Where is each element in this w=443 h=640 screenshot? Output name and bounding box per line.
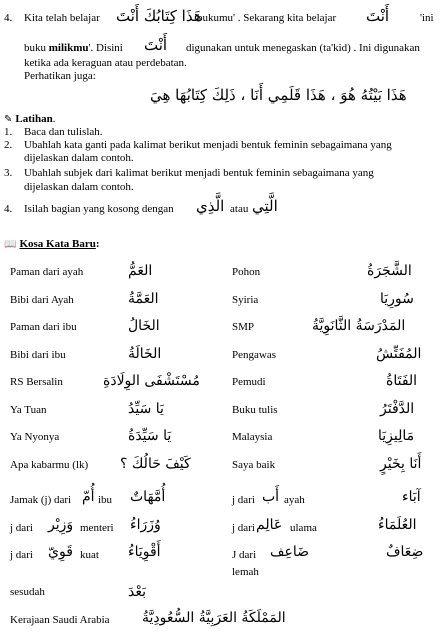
plural-text: Jamak (j) dari	[10, 494, 72, 506]
vocab-arabic: يَا سَيِّدَةُ	[128, 428, 172, 444]
paragraph-text: buku milikmu'. Disini	[24, 42, 123, 54]
exercise-text: Ubahlah subjek dari kalimat berikut menjadi bentuk feminin sebagaimana yang	[24, 167, 374, 179]
plural-text: ibu	[98, 494, 113, 506]
vocab-meaning: Paman dari ayah	[10, 266, 84, 278]
arabic-phrase: هَذَا كِتَابُكَ أَنْتَ	[116, 7, 202, 25]
vocab-arabic: الخَالُ	[128, 318, 160, 334]
vocab-arabic: ضِعَافٌ	[386, 544, 424, 560]
item-number: 2.	[4, 139, 13, 151]
vocab-arabic: عَالِم	[256, 517, 283, 533]
vocab-arabic: الفَتَاةُ	[386, 373, 418, 389]
item-number: 3.	[4, 167, 13, 179]
vocab-arabic: المَدْرَسَةُ الثَّانَوِيَّةُ	[312, 318, 406, 334]
plural-text: lemah	[232, 566, 259, 578]
vocab-meaning: Kerajaan Saudi Arabia	[10, 614, 110, 626]
paragraph-text: digunakan untuk menegaskan (ta'kid) . Ini digunakan	[186, 42, 420, 54]
vocab-meaning: Syiria	[232, 294, 259, 306]
vocab-arabic: أَب	[262, 489, 280, 505]
vocab-meaning: Saya baik	[232, 459, 276, 471]
vocab-arabic: مُسْتَشْفَى الوِلَادَةِ	[103, 373, 200, 389]
vocab-meaning: Ya Nyonya	[10, 431, 60, 443]
vocab-arabic: أَنَا بِخَيْرٍ	[380, 456, 422, 472]
vocab-arabic: العَمُّ	[128, 263, 153, 279]
vocab-meaning: Buku tulis	[232, 404, 278, 416]
vocab-meaning: Pengawas	[232, 349, 276, 361]
exercise-text: dijelaskan dalam contoh.	[24, 152, 134, 164]
vocab-arabic: المُفَتِّشُ	[376, 346, 422, 362]
vocab-meaning: Bibi dari ibu	[10, 349, 66, 361]
vocab-arabic: سُورِيَا	[380, 291, 414, 307]
arabic-examples: هَذَا بَيْتُهُ هُوَ ، هَذَا قَلَمِي أَنَا ، ذَلِكَ كِتَابُهَا هِيَ	[150, 86, 407, 104]
vocab-meaning: Pohon	[232, 266, 261, 278]
vocab-arabic: المَمْلَكَةُ العَرَبِيَّةُ السُّعُودِيَّةُ	[142, 610, 286, 626]
vocab-arabic: وُزَرَاءُ	[130, 517, 161, 533]
vocab-arabic: مَالِيزِيَا	[378, 428, 415, 444]
paragraph-text: Kita telah belajar	[24, 12, 100, 24]
vocab-meaning: Pemudi	[232, 376, 266, 388]
plural-text: j dari	[10, 522, 33, 534]
vocab-arabic: وَزِيْر	[48, 517, 74, 533]
vocab-meaning: Bibi dari Ayah	[10, 294, 74, 306]
plural-text: ayah	[284, 494, 305, 506]
vocab-arabic: بَعْدَ	[128, 584, 146, 600]
vocab-arabic: كَيْفَ حَالُكَ ؟	[120, 456, 191, 472]
paragraph-text: 'bukumu' . Sekarang kita belajar	[195, 12, 337, 24]
vocab-arabic: أُمَّهَاتٌ	[130, 489, 166, 505]
arabic-word: أَنْتَ	[144, 36, 168, 54]
paragraph-text: ketika ada keraguan atau perdebatan.	[24, 57, 187, 69]
vocab-meaning: sesudah	[10, 586, 45, 598]
vocab-arabic: أَقْوِيَاءُ	[128, 544, 161, 560]
item-number: 1.	[4, 126, 13, 138]
plural-text: j dari	[232, 522, 255, 534]
vocab-arabic: العُلَمَاءُ	[378, 517, 417, 533]
vocab-meaning: Apa kabarmu (lk)	[10, 459, 89, 471]
vocab-arabic: قَوِيّ	[48, 544, 73, 560]
kosa-kata-heading: 📖 Kosa Kata Baru:	[4, 238, 100, 250]
vocab-arabic: الشَّجَرَةُ	[367, 263, 412, 279]
exercise-text: Ubahlah kata ganti pada kalimat berikut menjadi bentuk feminin sebagaimana yang	[24, 139, 392, 151]
plural-text: j dari	[10, 549, 33, 561]
vocab-arabic: أُمّ	[82, 489, 95, 505]
vocab-meaning: RS Bersalin	[10, 376, 63, 388]
item-number: 4.	[4, 12, 13, 24]
vocab-arabic: يَا سَيِّدُ	[128, 401, 164, 417]
item-number: 4.	[4, 203, 13, 215]
vocab-meaning: Malaysia	[232, 431, 273, 443]
vocab-meaning: Paman dari ibu	[10, 321, 77, 333]
pen-icon: ✎	[4, 114, 13, 125]
arabic-word: الَّذِي	[196, 197, 225, 215]
paragraph-text: Perhatikan juga:	[24, 70, 96, 82]
vocab-meaning: SMP	[232, 321, 255, 333]
plural-text: menteri	[80, 522, 114, 534]
latihan-heading: ✎ Latihan.	[4, 113, 56, 125]
vocab-meaning: Ya Tuan	[10, 404, 47, 416]
vocab-arabic: الدَّفْتَرُ	[380, 401, 415, 417]
plural-text: j dari	[232, 494, 255, 506]
exercise-text: Isilah bagian yang kosong dengan	[24, 203, 174, 215]
book-icon: 📖	[4, 239, 17, 250]
exercise-text: dijelaskan dalam contoh.	[24, 181, 134, 193]
vocab-arabic: آبَاء	[402, 489, 421, 505]
arabic-word: الَّتِي	[252, 197, 278, 215]
plural-text: J dari	[232, 549, 257, 561]
plural-text: kuat	[80, 549, 99, 561]
plural-text: ulama	[290, 522, 317, 534]
paragraph-text: 'ini	[420, 12, 434, 24]
vocab-arabic: الخَالَةُ	[128, 346, 162, 362]
exercise-text: Baca dan tulislah.	[24, 126, 103, 138]
exercise-text: atau	[230, 203, 249, 215]
arabic-word: أَنْتَ	[366, 7, 390, 25]
vocab-arabic: ضَاعِف	[270, 544, 309, 560]
vocab-arabic: العَمَّةُ	[128, 291, 159, 307]
